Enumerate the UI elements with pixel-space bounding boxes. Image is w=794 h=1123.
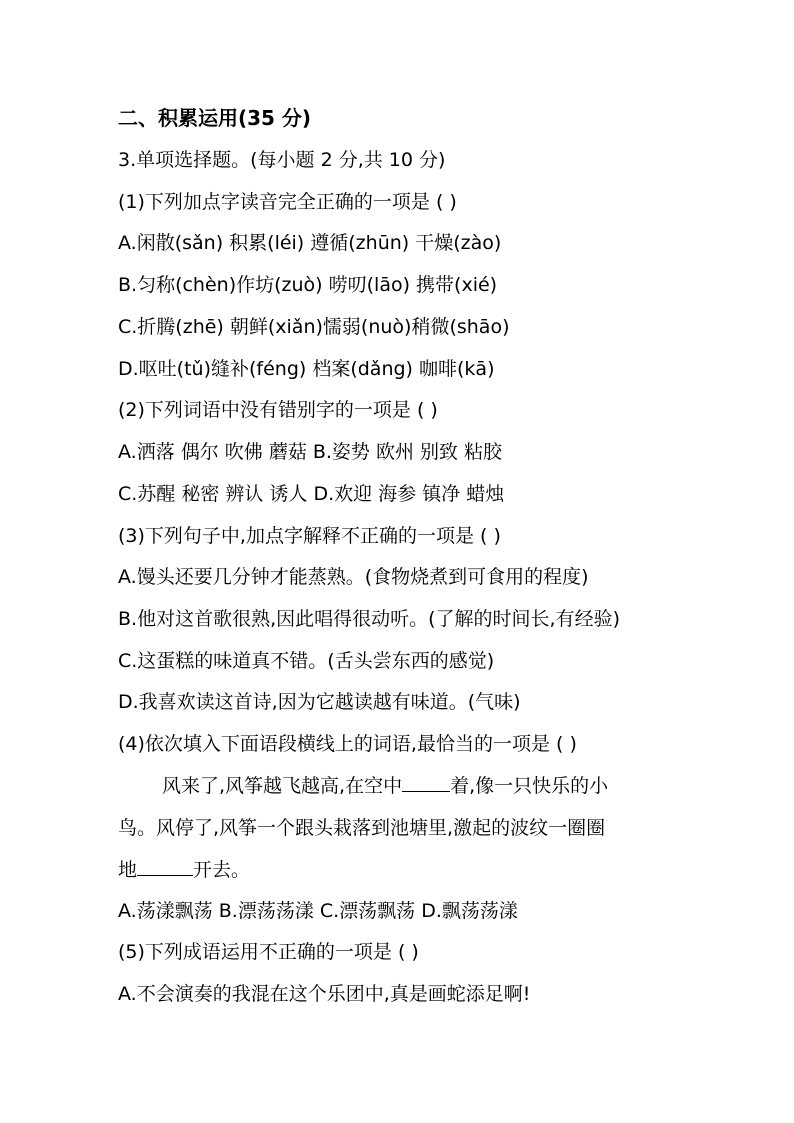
- passage-text: 地: [118, 859, 138, 881]
- q1-option-b: B.匀称(chèn)作坊(zuò) 唠叨(lāo) 携带(xié): [118, 274, 498, 296]
- section-title: 二、积累运用(35 分): [118, 106, 312, 130]
- q3-option-c: C.这蛋糕的味道真不错。(舌头尝东西的感觉): [118, 650, 495, 672]
- fill-blank-1: [402, 773, 450, 792]
- q3-stem: (3)下列句子中,加点字解释不正确的一项是 ( ): [118, 525, 501, 547]
- q1-option-d: D.呕吐(tǔ)缝补(féng) 档案(dǎng) 咖啡(kā): [118, 358, 495, 380]
- fill-blank-2: [137, 857, 193, 876]
- q1-option-c: C.折腾(zhē) 朝鲜(xiǎn)懦弱(nuò)稍微(shāo): [118, 316, 510, 338]
- q1-option-a: A.闲散(sǎn) 积累(léi) 遵循(zhūn) 干燥(zào): [118, 232, 502, 254]
- q4-passage-line-1: [162, 773, 608, 798]
- passage-text: 风来了,风筝越飞越高,在空中: [162, 775, 403, 797]
- passage-text: 开去。: [193, 859, 251, 881]
- passage-text: 着,像一只快乐的小: [450, 775, 609, 797]
- q4-passage-line-3: [118, 857, 250, 882]
- q4-options: A.荡漾飘荡 B.漂荡荡漾 C.漂荡飘荡 D.飘荡荡漾: [118, 900, 518, 922]
- q3-option-d: D.我喜欢读这首诗,因为它越读越有味道。(气味): [118, 691, 521, 713]
- q1-stem: (1)下列加点字读音完全正确的一项是 ( ): [118, 191, 457, 213]
- q5-option-a: A.不会演奏的我混在这个乐团中,真是画蛇添足啊!: [118, 983, 531, 1005]
- q3-option-b: B.他对这首歌很熟,因此唱得很动听。(了解的时间长,有经验): [118, 608, 620, 630]
- q2-stem: (2)下列词语中没有错别字的一项是 ( ): [118, 399, 438, 421]
- q4-passage-line-2: 鸟。风停了,风筝一个跟头栽落到池塘里,激起的波纹一圈圈: [118, 817, 606, 839]
- q4-stem: (4)依次填入下面语段横线上的词语,最恰当的一项是 ( ): [118, 733, 577, 755]
- q2-options-row-1: A.洒落 偶尔 吹佛 蘑菇 B.姿势 欧州 别致 粘胶: [118, 441, 503, 463]
- q5-stem: (5)下列成语运用不正确的一项是 ( ): [118, 941, 419, 963]
- question-3-header: 3.单项选择题。(每小题 2 分,共 10 分): [118, 149, 446, 171]
- q2-options-row-2: C.苏醒 秘密 辨认 诱人 D.欢迎 海参 镇净 蜡烛: [118, 483, 505, 505]
- q3-option-a: A.馒头还要几分钟才能蒸熟。(食物烧煮到可食用的程度): [118, 566, 589, 588]
